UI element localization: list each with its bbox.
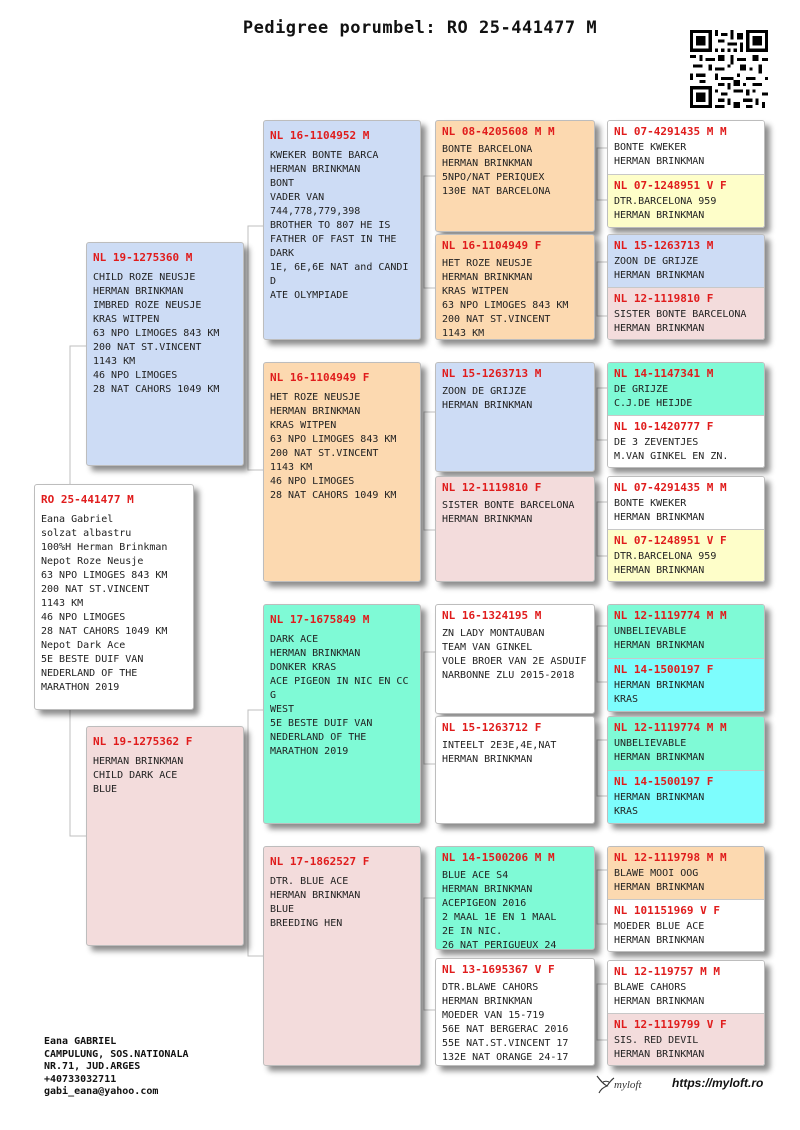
pigeon-info: BONTE KWEKER HERMAN BRINKMAN (614, 142, 705, 167)
ancestor-pair-card[interactable] (607, 846, 765, 952)
page-title: Pedigree porumbel: RO 25-441477 M (242, 18, 598, 38)
ring-number: NL 15-1263713 M (442, 367, 542, 380)
paternal-grandmother-ring-number: NL 16-1104949 F (270, 371, 370, 384)
ring-number: NL 12-1119798 M M (614, 851, 727, 864)
paternal-grandfather-card[interactable] (263, 120, 421, 340)
ring-number: NL 07-4291435 M M (614, 125, 727, 138)
ancestor-pair-card[interactable] (607, 476, 765, 582)
myloft-logo (594, 1072, 658, 1096)
pigeon-info: ZOON DE GRIJZE HERMAN BRINKMAN (442, 386, 533, 411)
pigeon-info: BLUE ACE S4 HERMAN BRINKMAN ACEPIGEON 2016 2 MAAL 1E EN 1 MAAL 2E IN NIC. 26 NAT PERIGUEUX 24 (442, 870, 557, 950)
owner-address-line1: CAMPULUNG, SOS.NATIONALA (44, 1048, 189, 1060)
ring-number: NL 12-1119799 V F (614, 1018, 727, 1031)
great-grandparent-card[interactable] (435, 120, 595, 232)
pigeon-info: INTEELT 2E3E,4E,NAT HERMAN BRINKMAN (442, 740, 557, 765)
mother-ring-number: NL 19-1275362 F (93, 735, 193, 748)
ring-number: NL 07-1248951 V F (614, 534, 727, 547)
maternal-grandmother-info: DTR. BLUE ACE HERMAN BRINKMAN BLUE BREEDING HEN (270, 876, 361, 929)
subject-info: Eana Gabriel solzat albastru 100%H Herman Brinkman Nepot Roze Neusje 63 NPO LIMOGES 843 KM 200 NAT ST.VINCENT 1143 KM 46 NPO LIMOGES 28 NAT CAHORS 1049 KM Nepot Dark Ace 5E BESTE DUIF VAN NEDERLAND OF THE MARATHON 2019 (41, 514, 168, 693)
great-grandparent-card[interactable] (435, 604, 595, 714)
paternal-grandmother-card[interactable] (263, 362, 421, 582)
owner-phone: +40733032711 (44, 1073, 117, 1085)
pigeon-info: ZN LADY MONTAUBAN TEAM VAN GINKEL VOLE BROER VAN 2E ASDUIF NARBONNE ZLU 2015-2018 (442, 628, 587, 681)
owner-contact-block (44, 1036, 189, 1099)
great-grandparent-card[interactable] (435, 362, 595, 472)
ring-number: NL 08-4205608 M M (442, 125, 555, 138)
owner-address-line2: NR.71, JUD.ARGES (44, 1061, 141, 1072)
mother-info: HERMAN BRINKMAN CHILD DARK ACE BLUE (93, 756, 184, 795)
pigeon-info: ZOON DE GRIJZE HERMAN BRINKMAN (614, 256, 705, 281)
paternal-grandmother-info: HET ROZE NEUSJE HERMAN BRINKMAN KRAS WITPEN 63 NPO LIMOGES 843 KM 200 NAT ST.VINCENT 1143 KM 46 NPO LIMOGES 28 NAT CAHORS 1049 KM (270, 392, 397, 501)
pigeon-info: HET ROZE NEUSJE HERMAN BRINKMAN KRAS WITPEN 63 NPO LIMOGES 843 KM 200 NAT ST.VINCENT 1143 KM (442, 258, 569, 339)
ancestor-pair-card[interactable] (607, 716, 765, 824)
logo-text: myloft (614, 1079, 642, 1091)
maternal-grandfather-info: DARK ACE HERMAN BRINKMAN DONKER KRAS ACE PIGEON IN NIC EN CCG WEST 5E BESTE DUIF VAN NEDERLAND OF THE MARATHON 2019 (270, 634, 409, 757)
ring-number: NL 101151969 V F (614, 904, 720, 917)
ring-number: NL 16-1104949 F (442, 239, 542, 252)
pigeon-info: UNBELIEVABLE HERMAN BRINKMAN (614, 738, 705, 763)
website-link[interactable]: https://myloft.ro (672, 1076, 764, 1090)
ring-number: NL 15-1263713 M (614, 239, 714, 252)
great-grandparent-card[interactable] (435, 716, 595, 824)
pigeon-info: HERMAN BRINKMAN KRAS (614, 792, 705, 817)
paternal-grandfather-ring-number: NL 16-1104952 M (270, 129, 370, 142)
ring-number: NL 12-1119810 F (442, 481, 542, 494)
ring-number: NL 16-1324195 M (442, 609, 542, 622)
great-grandparent-card[interactable] (435, 476, 595, 582)
maternal-grandmother-ring-number: NL 17-1862527 F (270, 855, 370, 868)
father-ring-number: NL 19-1275360 M (93, 251, 193, 264)
owner-name: Eana GABRIEL (44, 1036, 117, 1047)
pigeon-info: MOEDER BLUE ACE HERMAN BRINKMAN (614, 921, 705, 946)
maternal-grandfather-card[interactable] (263, 604, 421, 824)
ring-number: NL 12-1119774 M M (614, 609, 727, 622)
pigeon-info: SISTER BONTE BARCELONA HERMAN BRINKMAN (614, 309, 747, 334)
ring-number: NL 12-1119810 F (614, 292, 714, 305)
pigeon-info: HERMAN BRINKMAN KRAS (614, 680, 705, 705)
great-grandparent-card[interactable] (435, 234, 595, 340)
ring-number: NL 12-119757 M M (614, 965, 720, 978)
ring-number: NL 10-1420777 F (614, 420, 714, 433)
ring-number: NL 15-1263712 F (442, 721, 542, 734)
ring-number: NL 14-1500206 M M (442, 851, 555, 864)
pigeon-info: BLAWE CAHORS HERMAN BRINKMAN (614, 982, 705, 1007)
subject-ring-number: RO 25-441477 M (41, 493, 134, 506)
pigeon-info: SISTER BONTE BARCELONA HERMAN BRINKMAN (442, 500, 575, 525)
ring-number: NL 07-1248951 V F (614, 179, 727, 192)
ancestor-pair-card[interactable] (607, 362, 765, 468)
maternal-grandmother-card[interactable] (263, 846, 421, 1066)
ring-number: NL 12-1119774 M M (614, 721, 727, 734)
ring-number: NL 14-1500197 F (614, 663, 714, 676)
ring-number: NL 13-1695367 V F (442, 963, 555, 976)
pigeon-info: DTR.BARCELONA 959 HERMAN BRINKMAN (614, 551, 717, 576)
mother-card[interactable] (86, 726, 244, 946)
great-grandparent-card[interactable] (435, 958, 595, 1066)
pigeon-info: BONTE BARCELONA HERMAN BRINKMAN 5NPO/NAT PERIQUEX 130E NAT BARCELONA (442, 144, 551, 197)
maternal-grandfather-ring-number: NL 17-1675849 M (270, 613, 370, 626)
pigeon-info: UNBELIEVABLE HERMAN BRINKMAN (614, 626, 705, 651)
pigeon-info: BONTE KWEKER HERMAN BRINKMAN (614, 498, 705, 523)
great-grandparent-card[interactable] (435, 846, 595, 950)
ring-number: NL 14-1500197 F (614, 775, 714, 788)
pigeon-info: DE 3 ZEVENTJES M.VAN GINKEL EN ZN. (614, 437, 729, 462)
pigeon-info: DTR.BARCELONA 959 HERMAN BRINKMAN (614, 196, 717, 221)
pigeon-info: DE GRIJZE C.J.DE HEIJDE (614, 384, 693, 409)
father-info: CHILD ROZE NEUSJE HERMAN BRINKMAN IMBRED ROZE NEUSJE KRAS WITPEN 63 NPO LIMOGES 843 KM 200 NAT ST.VINCENT 1143 KM 46 NPO LIMOGES 28 NAT CAHORS 1049 KM (93, 272, 220, 395)
ring-number: NL 07-4291435 M M (614, 481, 727, 494)
ancestor-pair-card[interactable] (607, 604, 765, 712)
owner-email[interactable]: gabi_eana@yahoo.com (44, 1086, 159, 1097)
ancestor-pair-card[interactable] (607, 960, 765, 1066)
pigeon-info: BLAWE MOOI OOG HERMAN BRINKMAN (614, 868, 705, 893)
ancestor-pair-card[interactable] (607, 120, 765, 228)
ring-number: NL 14-1147341 M (614, 367, 714, 380)
ancestor-pair-card[interactable] (607, 234, 765, 340)
paternal-grandfather-info: KWEKER BONTE BARCA HERMAN BRINKMAN BONT VADER VAN 744,778,779,398 BROTHER TO 807 HE IS FATHER OF FAST IN THE DARK 1E, 6E,6E NAT and CANDID ATE OLYMPIADE (270, 150, 409, 301)
subject-pigeon-card[interactable] (34, 484, 194, 710)
pigeon-info: SIS. RED DEVIL HERMAN BRINKMAN (614, 1035, 705, 1060)
pigeon-info: DTR.BLAWE CAHORS HERMAN BRINKMAN MOEDER VAN 15-719 56E NAT BERGERAC 2016 55E NAT.ST.VINCENT 17 132E NAT ORANGE 24-17 (442, 982, 569, 1063)
father-card[interactable] (86, 242, 244, 466)
